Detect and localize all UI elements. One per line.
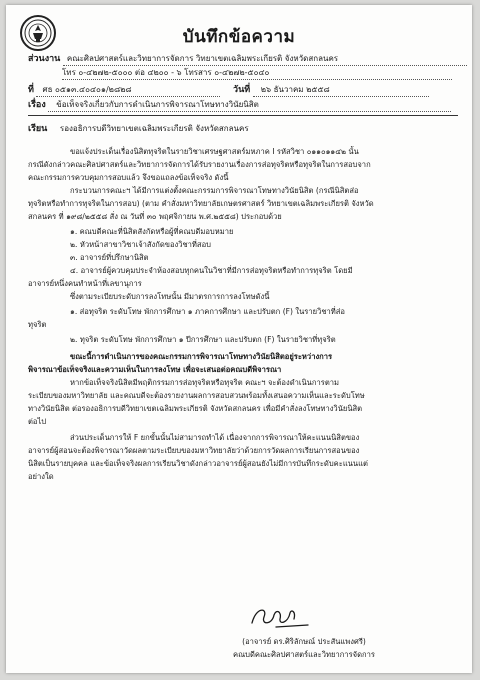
penalty-item: ๑. ส่อทุจริต ระดับโทษ พักการศึกษา ๑ ภาคการศึกษา และปรับตก (F) ในรายวิชาที่ส่อ <box>70 307 345 316</box>
to-value: รองอธิการบดีวิทยาเขตเฉลิมพระเกียรติ จังหวัดสกลนคร <box>59 124 249 133</box>
paragraph-line: ซึ่งตามระเบียบระดับการลงโทษนั้น มีมาตรการการลงโทษดังนี้ <box>70 292 270 301</box>
phone-row <box>62 66 458 80</box>
memo-title: บันทึกข้อความ <box>182 27 296 47</box>
paragraph-line: ขณะนี้การดำเนินการของคณะกรรมการพิจารณาโทษทางวินัยนิสิตอยู่ระหว่างการ <box>70 352 333 361</box>
memo-page <box>6 5 472 673</box>
list-item: ๔. อาจารย์ผู้ควบคุมประจำห้องสอบทุกคนในวิชาที่มีการส่อทุจริตหรือทำการทุจริต โดยมี <box>70 266 353 275</box>
date-value: ๒๖ ธันวาคม ๒๕๕๘ <box>253 83 429 97</box>
reference-value: ศธ ๐๕๑๓.๔๐๔๐๑/๒๘๒๘ <box>36 83 220 97</box>
memo-body <box>28 145 458 483</box>
paragraph-line: อย่างใด <box>28 472 54 481</box>
department-label: ส่วนงาน <box>28 54 61 64</box>
paragraph-line: กรณีดังกล่าวคณะศิลปศาสตร์และวิทยาการจัดการได้รับรายงานเรื่องการส่อทุจริตหรือทุจริตในการสอบจาก <box>28 160 371 169</box>
paragraph-line: ต่อไป <box>28 417 47 426</box>
paragraph-line: ส่วนประเด็นการให้ F ยกขั้นนั้นไม่สามารถทำได้ เนื่องจากการพิจารณาให้คะแนนนิสิตของ <box>70 433 360 442</box>
paragraph-line: หากข้อเท็จจริงนิสิตมีพฤติกรรมการส่อทุจริตหรือทุจริต คณะฯ จะต้องดำเนินการตาม <box>70 378 340 387</box>
paragraph-line: ทางวินัยนิสิต ต่อรองอธิการบดีวิทยาเขตเฉลิมพระเกียรติ จังหวัดสกลนคร เพื่อมีคำสั่งลงโทษทางวินัยนิสิต <box>28 404 363 413</box>
list-item: ๑. คณบดีคณะที่นิสิตสังกัดหรือผู้ที่คณบดีมอบหมาย <box>70 227 234 236</box>
date-label: วันที่ <box>233 85 251 95</box>
paragraph-line: กระบวนการคณะฯ ได้มีการแต่งตั้งคณะกรรมการพิจารณาโทษทางวินัยนิสิต (กรณีนิสิตส่อ <box>70 186 359 195</box>
list-item: อาจารย์หนึ่งคนทำหน้าที่เลขานุการ <box>28 279 142 288</box>
header-divider <box>28 115 458 116</box>
to-row <box>28 121 458 135</box>
penalty-item: ทุจริต <box>28 320 47 329</box>
list-item: ๒. หัวหน้าสาขาวิชาเจ้าสังกัดของวิชาที่สอบ <box>70 240 211 249</box>
paragraph-line: ทุจริตหรือทำการทุจริตในการสอบ) (ตาม คำสั่งมหาวิทยาลัยเกษตรศาสตร์ วิทยาเขตเฉลิมพระเกียรติ จังหวัด <box>28 199 374 208</box>
penalty-item: ๒. ทุจริต ระดับโทษ พักการศึกษา ๑ ปีการศึกษา และปรับตก (F) ในรายวิชาที่ทุจริต <box>70 335 336 344</box>
paragraph-line: คณะกรรมการควบคุมการสอบแล้ว จึงขอแถลงข้อเท็จจริง ดังนี้ <box>28 173 229 182</box>
subject-row <box>28 97 458 112</box>
signatory-name: (อาจารย์ ดร.ศิริลักษณ์ ประสันแพงศรี) <box>242 637 366 646</box>
paragraph-line: สกลนคร ที่ ๑๙๘/๒๕๕๘ สั่ง ณ วันที่ ๓๐ พฤศจิกายน พ.ศ.๒๕๕๘) ประกอบด้วย <box>28 212 282 221</box>
list-item: ๓. อาจารย์ที่ปรึกษานิสิต <box>70 253 149 262</box>
subject-label: เรื่อง <box>28 100 46 110</box>
paragraph-line: นิสิตเป็นรายบุคคล และข้อเท็จจริงผลการเรียนวิชาดังกล่าวอาจารย์ผู้สอนยังไม่มีการบันทึกระดับคะแนนแต่ <box>28 459 368 468</box>
phone-value: โทร ๐-๔๒๗๒-๕๐๐๐ ต่อ ๔๒๐๐ - ๖ โทรสาร ๐-๔๒๗๒-๕๐๔๐ <box>62 66 452 80</box>
paragraph-line: อาจารย์ผู้สอนจะต้องพิจารณาวัดผลตามระเบียบของมหาวิทยาลัยว่าด้วยการวัดผลการเรียนการสอนของ <box>28 446 360 455</box>
paragraph-line: ขอแจ้งประเด็นเรื่องนิสิตทุจริตในรายวิชาเศรษฐศาสตร์มหภาค I รหัสวิชา ๐๑๑๐๑๑๔๒ นั้น <box>70 147 359 156</box>
subject-value: ข้อเท็จจริงเกี่ยวกับการดำเนินการพิจารณาโทษทางวินัยนิสิต <box>48 98 451 112</box>
paragraph-line: พิจารณาข้อเท็จจริงและความเห็นในการลงโทษ เพื่อจะเสนอต่อคณบดีพิจารณา <box>28 365 282 374</box>
reference-label: ที่ <box>28 85 34 95</box>
department-row <box>28 51 458 66</box>
signatory-position: คณบดีคณะศิลปศาสตร์และวิทยาการจัดการ <box>233 650 375 659</box>
signature-block <box>6 635 472 661</box>
paragraph-line: ระเบียบของมหาวิทยาลัย และคณบดีจะต้องรายงานผลการสอบสวนพร้อมทั้งเสนอความเห็นและระดับโทษ <box>28 391 365 400</box>
to-label: เรียน <box>28 124 48 134</box>
handwritten-signature-icon <box>246 603 316 631</box>
reference-row <box>28 82 458 97</box>
department-value: คณะศิลปศาสตร์และวิทยาการจัดการ วิทยาเขตเฉลิมพระเกียรติ จังหวัดสกลนคร <box>63 52 467 66</box>
